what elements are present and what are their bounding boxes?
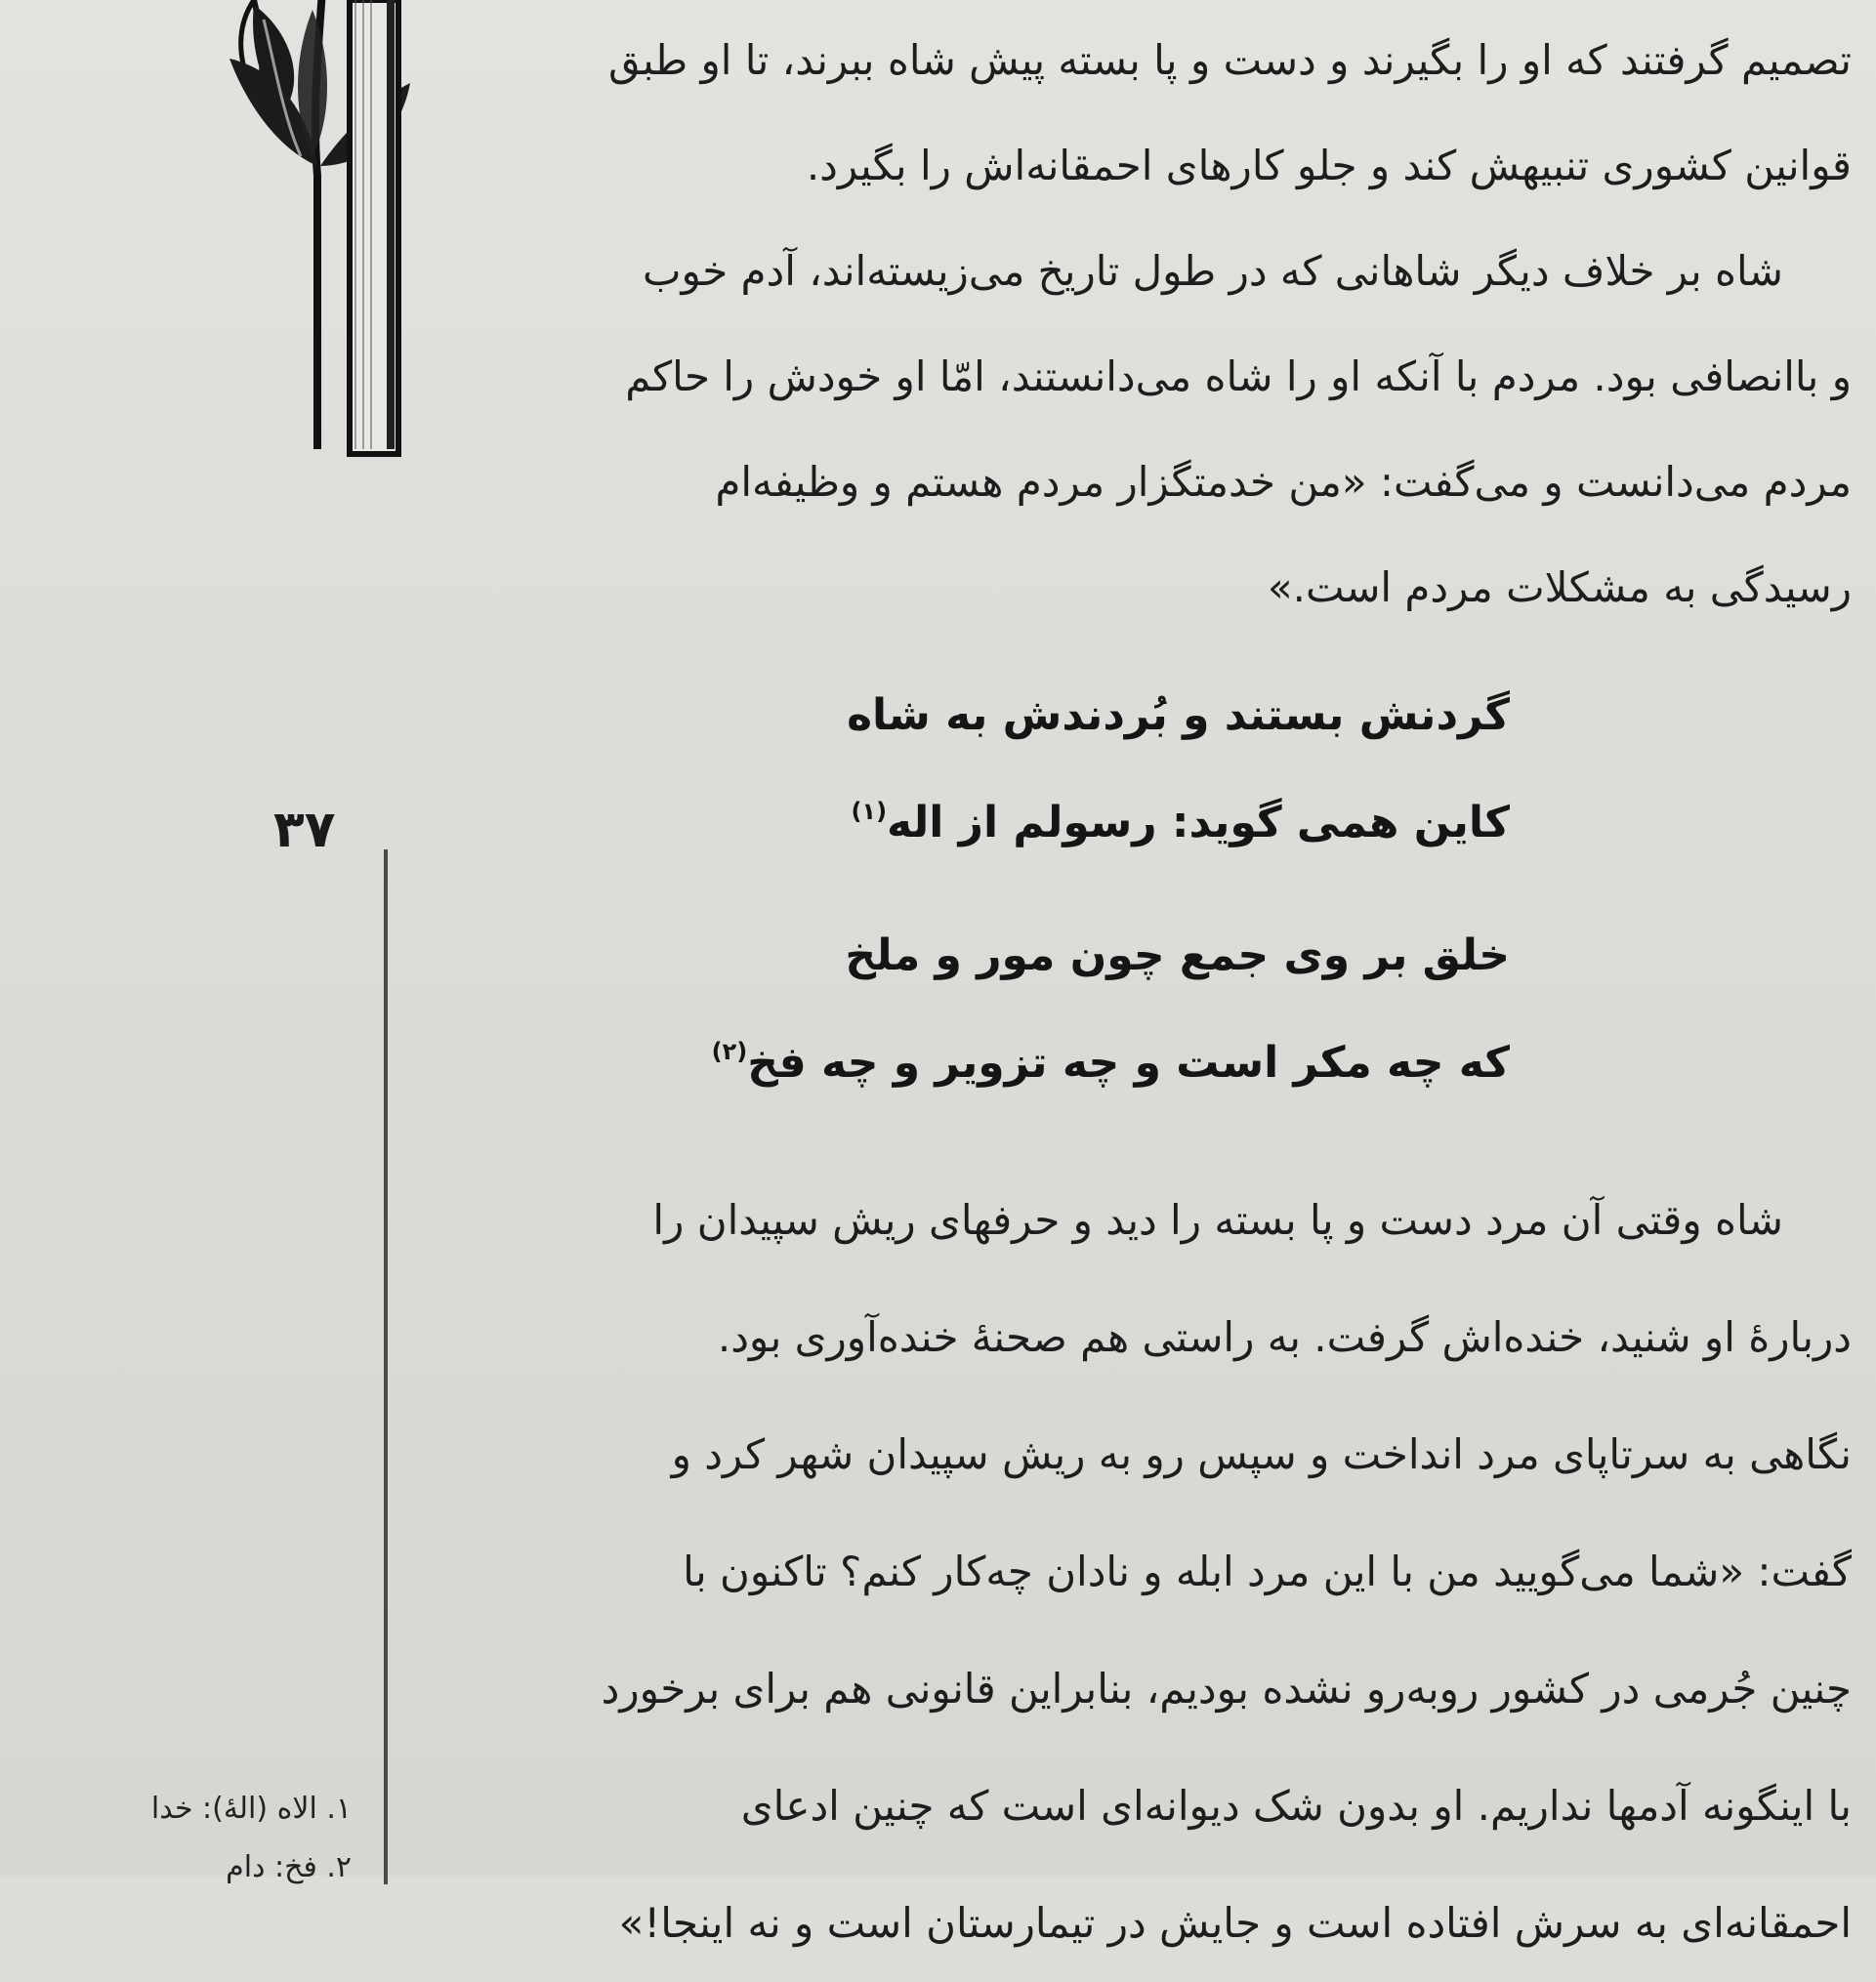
page-number: ۳۷	[273, 801, 336, 859]
paragraph-2-line: گفت: «شما می‌گویید من با این مرد ابله و نادان چه‌کار کنم؟ تاکنون با	[683, 1548, 1852, 1595]
poem-verse	[847, 764, 1510, 859]
poem-stanza-1	[847, 668, 1510, 859]
footnote-2: ۲. فخ: دام	[226, 1850, 352, 1884]
footnote-reference[interactable]: (۲)	[711, 1038, 748, 1065]
paragraph-2-line: چنین جُرمی در کشور روبه‌رو نشده بودیم، بنابراین قانونی هم برای برخورد	[601, 1665, 1852, 1713]
paragraph-1-line: مردم می‌دانست و می‌گفت: «من خدمتگزار مردم هستم و وظیفه‌ام	[715, 458, 1852, 506]
margin-rule	[384, 849, 388, 1884]
plant-illustration-icon	[254, 0, 400, 459]
paragraph-2-line: با اینگونه آدمها نداریم. او بدون شک دیوانه‌ای است که چنین ادعای	[740, 1782, 1852, 1830]
paragraph-2	[455, 1162, 1852, 1982]
paragraph-2-line: احمقانه‌ای به سرش افتاده است و جایش در تیمارستان است و نه اینجا!»	[618, 1899, 1852, 1947]
paragraph-2-line: شاه وقتی آن مرد دست و پا بسته را دید و حرفهای ریش سپیدان را	[652, 1196, 1783, 1244]
paragraph-1-line: قوانین کشوری تنبیهش کند و جلو کارهای احمقانه‌اش را بگیرد.	[806, 142, 1852, 189]
footnote-reference[interactable]: (۱)	[851, 798, 888, 825]
poem-verse-text: کاین همی گوید: رسولم از اله	[887, 798, 1510, 847]
paragraph-2-line: نگاهی به سرتاپای مرد انداخت و سپس رو به ریش سپیدان شهر کرد و	[671, 1430, 1852, 1478]
poem-verse-text: خلق بر وی جمع چون مور و ملخ	[845, 930, 1510, 980]
paragraph-2-line: دربارهٔ او شنید، خنده‌اش گرفت. به راستی هم صحنهٔ خنده‌آوری بود.	[717, 1313, 1852, 1361]
paragraph-1-line: شاه بر خلاف دیگر شاهانی که در طول تاریخ می‌زیسته‌اند، آدم خوب	[642, 247, 1783, 295]
paragraph-1-line: تصمیم گرفتند که او را بگیرند و دست و پا بسته پیش شاه ببرند، تا او طبق	[608, 36, 1852, 84]
footnote-1: ۱. الاه (الهٔ): خدا	[150, 1792, 352, 1826]
poem-stanza-2	[712, 908, 1510, 1099]
poem-verse	[712, 1004, 1510, 1099]
paragraph-1	[455, 8, 1852, 640]
paragraph-1-line: رسیدگی به مشکلات مردم است.»	[1267, 563, 1852, 611]
poem-verse-text: که چه مکر است و چه تزویر و چه فخ	[747, 1038, 1510, 1088]
poem-verse-text: گردنش بستند و بُردندش به شاه	[847, 690, 1510, 740]
paragraph-1-line: و باانصافی بود. مردم با آنکه او را شاه می‌دانستند، امّا او خودش را حاکم	[625, 352, 1852, 400]
poem-verse	[847, 668, 1510, 764]
poem-verse	[712, 908, 1510, 1004]
